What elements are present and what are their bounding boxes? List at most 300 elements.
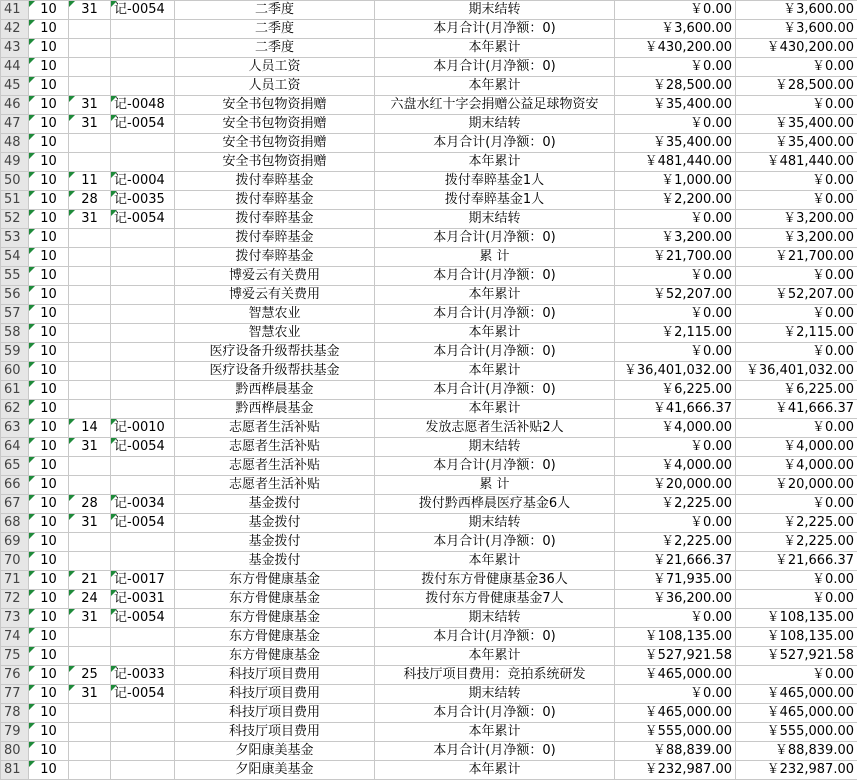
row-number[interactable]: 73 [1, 609, 29, 628]
cell-credit[interactable]: ￥232,987.00 [736, 761, 857, 780]
cell-summary[interactable]: 本月合计(月净额：0) [375, 381, 615, 400]
cell-summary[interactable]: 本月合计(月净额：0) [375, 628, 615, 647]
cell-debit[interactable]: ￥108,135.00 [615, 628, 736, 647]
cell-day[interactable] [69, 343, 111, 362]
cell-credit[interactable]: ￥28,500.00 [736, 77, 857, 96]
row-number[interactable]: 57 [1, 305, 29, 324]
cell-month[interactable]: 10 [29, 495, 69, 514]
cell-day[interactable]: 31 [69, 609, 111, 628]
cell-debit[interactable]: ￥0.00 [615, 438, 736, 457]
row-number[interactable]: 50 [1, 172, 29, 191]
cell-summary[interactable]: 本年累计 [375, 723, 615, 742]
cell-voucher[interactable] [111, 58, 175, 77]
cell-debit[interactable]: ￥0.00 [615, 267, 736, 286]
cell-month[interactable]: 10 [29, 647, 69, 666]
cell-month[interactable]: 10 [29, 20, 69, 39]
cell-day[interactable] [69, 761, 111, 780]
row-number[interactable]: 61 [1, 381, 29, 400]
row-number[interactable]: 55 [1, 267, 29, 286]
cell-item[interactable]: 博爱云有关费用 [175, 286, 375, 305]
cell-item[interactable]: 博爱云有关费用 [175, 267, 375, 286]
cell-summary[interactable]: 累 计 [375, 476, 615, 495]
cell-month[interactable]: 10 [29, 77, 69, 96]
cell-day[interactable] [69, 647, 111, 666]
row-number[interactable]: 76 [1, 666, 29, 685]
cell-debit[interactable]: ￥430,200.00 [615, 39, 736, 58]
cell-day[interactable]: 31 [69, 1, 111, 20]
cell-debit[interactable]: ￥71,935.00 [615, 571, 736, 590]
cell-item[interactable]: 科技厅项目费用 [175, 704, 375, 723]
cell-month[interactable]: 10 [29, 590, 69, 609]
cell-summary[interactable]: 本年累计 [375, 39, 615, 58]
row-number[interactable]: 67 [1, 495, 29, 514]
cell-summary[interactable]: 本年累计 [375, 324, 615, 343]
cell-month[interactable]: 10 [29, 476, 69, 495]
cell-item[interactable]: 拨付奉賥基金 [175, 229, 375, 248]
cell-debit[interactable]: ￥4,000.00 [615, 419, 736, 438]
cell-debit[interactable]: ￥481,440.00 [615, 153, 736, 172]
cell-credit[interactable]: ￥6,225.00 [736, 381, 857, 400]
cell-debit[interactable]: ￥0.00 [615, 58, 736, 77]
cell-debit[interactable]: ￥0.00 [615, 210, 736, 229]
cell-voucher[interactable] [111, 400, 175, 419]
cell-voucher[interactable] [111, 134, 175, 153]
cell-item[interactable]: 基金拨付 [175, 552, 375, 571]
cell-item[interactable]: 基金拨付 [175, 514, 375, 533]
cell-day[interactable] [69, 58, 111, 77]
cell-month[interactable]: 10 [29, 96, 69, 115]
cell-item[interactable]: 科技厅项目费用 [175, 685, 375, 704]
cell-credit[interactable]: ￥20,000.00 [736, 476, 857, 495]
cell-voucher[interactable]: 记-0031 [111, 590, 175, 609]
row-number[interactable]: 46 [1, 96, 29, 115]
row-number[interactable]: 70 [1, 552, 29, 571]
cell-debit[interactable]: ￥52,207.00 [615, 286, 736, 305]
cell-summary[interactable]: 本月合计(月净额：0) [375, 457, 615, 476]
cell-debit[interactable]: ￥4,000.00 [615, 457, 736, 476]
cell-voucher[interactable] [111, 476, 175, 495]
cell-item[interactable]: 拨付奉賥基金 [175, 210, 375, 229]
cell-debit[interactable]: ￥465,000.00 [615, 704, 736, 723]
row-number[interactable]: 68 [1, 514, 29, 533]
cell-day[interactable] [69, 20, 111, 39]
cell-credit[interactable]: ￥2,115.00 [736, 324, 857, 343]
cell-day[interactable] [69, 324, 111, 343]
cell-item[interactable]: 智慧农业 [175, 324, 375, 343]
cell-month[interactable]: 10 [29, 533, 69, 552]
cell-summary[interactable]: 期末结转 [375, 609, 615, 628]
cell-day[interactable] [69, 248, 111, 267]
cell-debit[interactable]: ￥2,115.00 [615, 324, 736, 343]
cell-voucher[interactable] [111, 343, 175, 362]
cell-credit[interactable]: ￥527,921.58 [736, 647, 857, 666]
cell-item[interactable]: 黔西桦晨基金 [175, 381, 375, 400]
cell-day[interactable]: 31 [69, 115, 111, 134]
cell-day[interactable] [69, 742, 111, 761]
row-number[interactable]: 56 [1, 286, 29, 305]
cell-item[interactable]: 安全书包物资捐赠 [175, 115, 375, 134]
cell-credit[interactable]: ￥0.00 [736, 172, 857, 191]
cell-month[interactable]: 10 [29, 400, 69, 419]
row-number[interactable]: 53 [1, 229, 29, 248]
cell-item[interactable]: 科技厅项目费用 [175, 723, 375, 742]
cell-debit[interactable]: ￥2,225.00 [615, 495, 736, 514]
cell-day[interactable] [69, 457, 111, 476]
cell-debit[interactable]: ￥6,225.00 [615, 381, 736, 400]
cell-debit[interactable]: ￥0.00 [615, 514, 736, 533]
cell-voucher[interactable] [111, 761, 175, 780]
cell-credit[interactable]: ￥35,400.00 [736, 115, 857, 134]
cell-voucher[interactable]: 记-0035 [111, 191, 175, 210]
cell-summary[interactable]: 发放志愿者生活补贴2人 [375, 419, 615, 438]
cell-voucher[interactable] [111, 381, 175, 400]
cell-day[interactable] [69, 381, 111, 400]
cell-day[interactable] [69, 628, 111, 647]
cell-summary[interactable]: 本年累计 [375, 153, 615, 172]
row-number[interactable]: 72 [1, 590, 29, 609]
cell-credit[interactable]: ￥108,135.00 [736, 628, 857, 647]
cell-month[interactable]: 10 [29, 286, 69, 305]
cell-summary[interactable]: 期末结转 [375, 1, 615, 20]
cell-debit[interactable]: ￥0.00 [615, 685, 736, 704]
row-number[interactable]: 54 [1, 248, 29, 267]
cell-month[interactable]: 10 [29, 210, 69, 229]
cell-month[interactable]: 10 [29, 248, 69, 267]
cell-month[interactable]: 10 [29, 267, 69, 286]
cell-day[interactable]: 31 [69, 96, 111, 115]
cell-debit[interactable]: ￥0.00 [615, 305, 736, 324]
cell-month[interactable]: 10 [29, 419, 69, 438]
cell-summary[interactable]: 本月合计(月净额：0) [375, 533, 615, 552]
cell-day[interactable]: 31 [69, 514, 111, 533]
cell-item[interactable]: 人员工资 [175, 77, 375, 96]
cell-debit[interactable]: ￥88,839.00 [615, 742, 736, 761]
cell-month[interactable]: 10 [29, 685, 69, 704]
cell-item[interactable]: 黔西桦晨基金 [175, 400, 375, 419]
cell-voucher[interactable]: 记-0010 [111, 419, 175, 438]
cell-debit[interactable]: ￥21,700.00 [615, 248, 736, 267]
cell-credit[interactable]: ￥36,401,032.00 [736, 362, 857, 381]
row-number[interactable]: 63 [1, 419, 29, 438]
cell-credit[interactable]: ￥88,839.00 [736, 742, 857, 761]
cell-item[interactable]: 夕阳康美基金 [175, 761, 375, 780]
cell-item[interactable]: 安全书包物资捐赠 [175, 153, 375, 172]
cell-voucher[interactable]: 记-0054 [111, 1, 175, 20]
cell-month[interactable]: 10 [29, 58, 69, 77]
cell-credit[interactable]: ￥3,200.00 [736, 210, 857, 229]
row-number[interactable]: 71 [1, 571, 29, 590]
row-number[interactable]: 81 [1, 761, 29, 780]
cell-voucher[interactable]: 记-0054 [111, 438, 175, 457]
cell-voucher[interactable] [111, 324, 175, 343]
cell-debit[interactable]: ￥36,200.00 [615, 590, 736, 609]
row-number[interactable]: 60 [1, 362, 29, 381]
cell-debit[interactable]: ￥35,400.00 [615, 134, 736, 153]
row-number[interactable]: 43 [1, 39, 29, 58]
cell-credit[interactable]: ￥0.00 [736, 495, 857, 514]
cell-debit[interactable]: ￥3,600.00 [615, 20, 736, 39]
cell-month[interactable]: 10 [29, 723, 69, 742]
cell-item[interactable]: 志愿者生活补贴 [175, 419, 375, 438]
cell-month[interactable]: 10 [29, 343, 69, 362]
cell-day[interactable]: 28 [69, 495, 111, 514]
cell-voucher[interactable]: 记-0017 [111, 571, 175, 590]
cell-day[interactable] [69, 704, 111, 723]
cell-debit[interactable]: ￥35,400.00 [615, 96, 736, 115]
cell-voucher[interactable] [111, 286, 175, 305]
cell-summary[interactable]: 拨付黔西桦晨医疗基金6人 [375, 495, 615, 514]
cell-credit[interactable]: ￥21,700.00 [736, 248, 857, 267]
cell-summary[interactable]: 本年累计 [375, 552, 615, 571]
row-number[interactable]: 64 [1, 438, 29, 457]
cell-day[interactable] [69, 39, 111, 58]
cell-voucher[interactable] [111, 39, 175, 58]
cell-month[interactable]: 10 [29, 229, 69, 248]
cell-debit[interactable]: ￥555,000.00 [615, 723, 736, 742]
cell-summary[interactable]: 本月合计(月净额：0) [375, 742, 615, 761]
cell-summary[interactable]: 拨付东方骨健康基金36人 [375, 571, 615, 590]
cell-credit[interactable]: ￥0.00 [736, 305, 857, 324]
cell-month[interactable]: 10 [29, 305, 69, 324]
cell-debit[interactable]: ￥527,921.58 [615, 647, 736, 666]
cell-credit[interactable]: ￥0.00 [736, 343, 857, 362]
cell-debit[interactable]: ￥2,200.00 [615, 191, 736, 210]
cell-voucher[interactable]: 记-0034 [111, 495, 175, 514]
cell-summary[interactable]: 六盘水红十字会捐赠公益足球物资安 [375, 96, 615, 115]
cell-day[interactable]: 21 [69, 571, 111, 590]
row-number[interactable]: 45 [1, 77, 29, 96]
cell-item[interactable]: 志愿者生活补贴 [175, 438, 375, 457]
cell-month[interactable]: 10 [29, 362, 69, 381]
row-number[interactable]: 47 [1, 115, 29, 134]
cell-summary[interactable]: 本月合计(月净额：0) [375, 134, 615, 153]
cell-summary[interactable]: 本年累计 [375, 647, 615, 666]
cell-month[interactable]: 10 [29, 39, 69, 58]
cell-voucher[interactable]: 记-0054 [111, 514, 175, 533]
cell-voucher[interactable] [111, 704, 175, 723]
cell-voucher[interactable]: 记-0033 [111, 666, 175, 685]
cell-voucher[interactable] [111, 628, 175, 647]
cell-item[interactable]: 安全书包物资捐赠 [175, 96, 375, 115]
row-number[interactable]: 58 [1, 324, 29, 343]
cell-month[interactable]: 10 [29, 666, 69, 685]
cell-debit[interactable]: ￥465,000.00 [615, 666, 736, 685]
cell-day[interactable] [69, 305, 111, 324]
cell-credit[interactable]: ￥0.00 [736, 267, 857, 286]
cell-debit[interactable]: ￥21,666.37 [615, 552, 736, 571]
cell-day[interactable]: 31 [69, 210, 111, 229]
cell-day[interactable]: 11 [69, 172, 111, 191]
cell-item[interactable]: 东方骨健康基金 [175, 571, 375, 590]
row-number[interactable]: 74 [1, 628, 29, 647]
cell-month[interactable]: 10 [29, 381, 69, 400]
cell-credit[interactable]: ￥0.00 [736, 419, 857, 438]
cell-voucher[interactable]: 记-0054 [111, 210, 175, 229]
cell-item[interactable]: 二季度 [175, 39, 375, 58]
row-number[interactable]: 69 [1, 533, 29, 552]
cell-debit[interactable]: ￥20,000.00 [615, 476, 736, 495]
cell-item[interactable]: 人员工资 [175, 58, 375, 77]
row-number[interactable]: 77 [1, 685, 29, 704]
cell-month[interactable]: 10 [29, 172, 69, 191]
cell-month[interactable]: 10 [29, 153, 69, 172]
row-number[interactable]: 80 [1, 742, 29, 761]
cell-day[interactable] [69, 267, 111, 286]
row-number[interactable]: 59 [1, 343, 29, 362]
cell-day[interactable] [69, 533, 111, 552]
cell-month[interactable]: 10 [29, 552, 69, 571]
cell-day[interactable]: 31 [69, 685, 111, 704]
cell-voucher[interactable] [111, 153, 175, 172]
cell-credit[interactable]: ￥41,666.37 [736, 400, 857, 419]
cell-debit[interactable]: ￥41,666.37 [615, 400, 736, 419]
row-number[interactable]: 42 [1, 20, 29, 39]
cell-voucher[interactable] [111, 533, 175, 552]
row-number[interactable]: 41 [1, 1, 29, 20]
cell-debit[interactable]: ￥3,200.00 [615, 229, 736, 248]
row-number[interactable]: 66 [1, 476, 29, 495]
cell-day[interactable]: 25 [69, 666, 111, 685]
cell-credit[interactable]: ￥555,000.00 [736, 723, 857, 742]
cell-credit[interactable]: ￥465,000.00 [736, 685, 857, 704]
cell-debit[interactable]: ￥36,401,032.00 [615, 362, 736, 381]
cell-item[interactable]: 东方骨健康基金 [175, 647, 375, 666]
cell-day[interactable]: 24 [69, 590, 111, 609]
row-number[interactable]: 48 [1, 134, 29, 153]
cell-voucher[interactable] [111, 305, 175, 324]
cell-summary[interactable]: 期末结转 [375, 514, 615, 533]
cell-summary[interactable]: 累 计 [375, 248, 615, 267]
row-number[interactable]: 44 [1, 58, 29, 77]
cell-summary[interactable]: 本年累计 [375, 761, 615, 780]
cell-voucher[interactable] [111, 457, 175, 476]
cell-credit[interactable]: ￥3,600.00 [736, 20, 857, 39]
cell-voucher[interactable] [111, 552, 175, 571]
cell-day[interactable] [69, 552, 111, 571]
cell-month[interactable]: 10 [29, 704, 69, 723]
cell-debit[interactable]: ￥0.00 [615, 1, 736, 20]
cell-month[interactable]: 10 [29, 628, 69, 647]
cell-month[interactable]: 10 [29, 324, 69, 343]
cell-day[interactable] [69, 153, 111, 172]
cell-summary[interactable]: 本月合计(月净额：0) [375, 20, 615, 39]
cell-summary[interactable]: 拨付奉賥基金1人 [375, 191, 615, 210]
cell-summary[interactable]: 本年累计 [375, 362, 615, 381]
cell-item[interactable]: 拨付奉賥基金 [175, 248, 375, 267]
cell-item[interactable]: 二季度 [175, 1, 375, 20]
cell-credit[interactable]: ￥21,666.37 [736, 552, 857, 571]
cell-voucher[interactable] [111, 742, 175, 761]
cell-item[interactable]: 智慧农业 [175, 305, 375, 324]
cell-day[interactable] [69, 723, 111, 742]
cell-day[interactable]: 14 [69, 419, 111, 438]
cell-day[interactable] [69, 286, 111, 305]
cell-credit[interactable]: ￥0.00 [736, 96, 857, 115]
cell-item[interactable]: 东方骨健康基金 [175, 609, 375, 628]
cell-credit[interactable]: ￥0.00 [736, 191, 857, 210]
row-number[interactable]: 51 [1, 191, 29, 210]
cell-voucher[interactable]: 记-0054 [111, 115, 175, 134]
cell-month[interactable]: 10 [29, 134, 69, 153]
cell-day[interactable]: 28 [69, 191, 111, 210]
cell-voucher[interactable] [111, 229, 175, 248]
cell-credit[interactable]: ￥35,400.00 [736, 134, 857, 153]
cell-item[interactable]: 东方骨健康基金 [175, 590, 375, 609]
cell-summary[interactable]: 本月合计(月净额：0) [375, 343, 615, 362]
cell-month[interactable]: 10 [29, 457, 69, 476]
cell-summary[interactable]: 期末结转 [375, 210, 615, 229]
cell-item[interactable]: 拨付奉賥基金 [175, 191, 375, 210]
cell-credit[interactable]: ￥0.00 [736, 58, 857, 77]
cell-summary[interactable]: 拨付东方骨健康基金7人 [375, 590, 615, 609]
row-number[interactable]: 49 [1, 153, 29, 172]
cell-item[interactable]: 志愿者生活补贴 [175, 457, 375, 476]
cell-debit[interactable]: ￥2,225.00 [615, 533, 736, 552]
cell-day[interactable] [69, 77, 111, 96]
cell-item[interactable]: 基金拨付 [175, 533, 375, 552]
cell-credit[interactable]: ￥4,000.00 [736, 457, 857, 476]
cell-summary[interactable]: 拨付奉賥基金1人 [375, 172, 615, 191]
cell-credit[interactable]: ￥0.00 [736, 666, 857, 685]
cell-item[interactable]: 科技厅项目费用 [175, 666, 375, 685]
cell-month[interactable]: 10 [29, 115, 69, 134]
cell-voucher[interactable]: 记-0048 [111, 96, 175, 115]
cell-debit[interactable]: ￥232,987.00 [615, 761, 736, 780]
cell-credit[interactable]: ￥108,135.00 [736, 609, 857, 628]
cell-credit[interactable]: ￥52,207.00 [736, 286, 857, 305]
cell-voucher[interactable] [111, 20, 175, 39]
cell-day[interactable] [69, 476, 111, 495]
cell-summary[interactable]: 本年累计 [375, 286, 615, 305]
cell-month[interactable]: 10 [29, 609, 69, 628]
cell-item[interactable]: 安全书包物资捐赠 [175, 134, 375, 153]
cell-item[interactable]: 东方骨健康基金 [175, 628, 375, 647]
cell-credit[interactable]: ￥3,200.00 [736, 229, 857, 248]
cell-item[interactable]: 夕阳康美基金 [175, 742, 375, 761]
cell-month[interactable]: 10 [29, 191, 69, 210]
cell-summary[interactable]: 本月合计(月净额：0) [375, 305, 615, 324]
cell-month[interactable]: 10 [29, 571, 69, 590]
cell-voucher[interactable]: 记-0054 [111, 609, 175, 628]
cell-credit[interactable]: ￥2,225.00 [736, 533, 857, 552]
cell-item[interactable]: 拨付奉賥基金 [175, 172, 375, 191]
cell-item[interactable]: 医疗设备升级帮扶基金 [175, 343, 375, 362]
cell-debit[interactable]: ￥1,000.00 [615, 172, 736, 191]
cell-month[interactable]: 10 [29, 761, 69, 780]
cell-day[interactable] [69, 400, 111, 419]
cell-credit[interactable]: ￥2,225.00 [736, 514, 857, 533]
cell-debit[interactable]: ￥0.00 [615, 115, 736, 134]
cell-summary[interactable]: 本月合计(月净额：0) [375, 229, 615, 248]
cell-credit[interactable]: ￥0.00 [736, 571, 857, 590]
row-number[interactable]: 75 [1, 647, 29, 666]
cell-credit[interactable]: ￥465,000.00 [736, 704, 857, 723]
cell-month[interactable]: 10 [29, 438, 69, 457]
row-number[interactable]: 65 [1, 457, 29, 476]
cell-day[interactable] [69, 134, 111, 153]
cell-voucher[interactable]: 记-0004 [111, 172, 175, 191]
cell-voucher[interactable] [111, 248, 175, 267]
cell-summary[interactable]: 本月合计(月净额：0) [375, 267, 615, 286]
cell-summary[interactable]: 本月合计(月净额：0) [375, 704, 615, 723]
cell-debit[interactable]: ￥0.00 [615, 609, 736, 628]
cell-day[interactable] [69, 229, 111, 248]
cell-summary[interactable]: 本月合计(月净额：0) [375, 58, 615, 77]
cell-credit[interactable]: ￥430,200.00 [736, 39, 857, 58]
row-number[interactable]: 78 [1, 704, 29, 723]
cell-summary[interactable]: 期末结转 [375, 685, 615, 704]
cell-summary[interactable]: 期末结转 [375, 115, 615, 134]
